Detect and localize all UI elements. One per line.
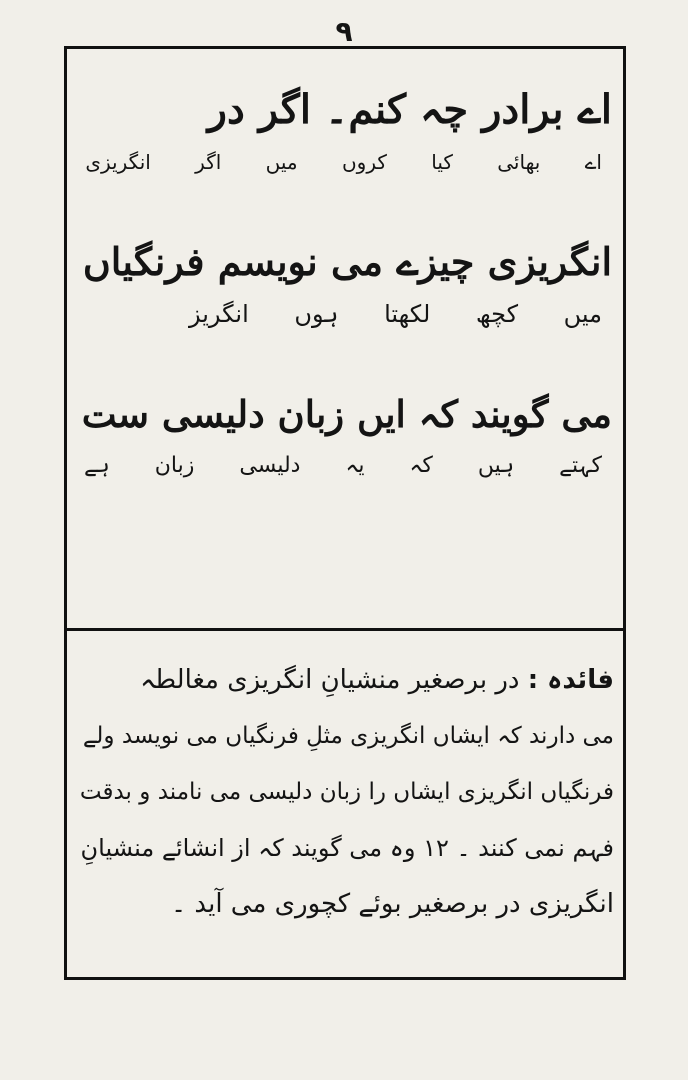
persian-verse-line-1: اے برادر چہ کنم۔ اگر در: [207, 86, 612, 133]
persian-verse-line-2: انگریزی چیزے می نویسم فرنگیاں: [82, 239, 612, 284]
note-section: [78, 652, 614, 972]
page-number: ۹: [335, 15, 353, 48]
note-line-5: انگریزی در برصغیر بوئے کچوری می آید ۔: [170, 889, 614, 919]
note-line-2: می دارند کہ ایشاں انگریزی مثلِ فرنگیاں می نویسد ولے: [82, 723, 614, 749]
section-divider: [64, 628, 626, 631]
urdu-translation-line-1: اے بھائی کیا کروں میں اگر انگریزی: [85, 150, 602, 174]
urdu-translation-line-3: کہتے ہیں کہ یہ دلیسی زبان ہے: [84, 453, 602, 478]
note-label: فائدہ :: [527, 665, 614, 695]
persian-verse-line-3: می گویند کہ ایں زبان دلیسی ست: [82, 392, 612, 436]
note-line-3: فرنگیاں انگریزی ایشاں را زبان دلیسی می نامند و بدقت: [79, 779, 614, 805]
note-text-1: در برصغیر منشیانِ انگریزی مغالطہ: [140, 665, 520, 695]
note-line-1: [78, 652, 614, 708]
urdu-translation-line-2: میں کچھ لکھتا ہوں انگریز: [189, 300, 602, 328]
verse-section: [82, 56, 612, 622]
note-line-4: فہم نمی کنند ۔ ۱۲ وہ می گویند کہ از انشائے منشیانِ: [80, 834, 614, 862]
